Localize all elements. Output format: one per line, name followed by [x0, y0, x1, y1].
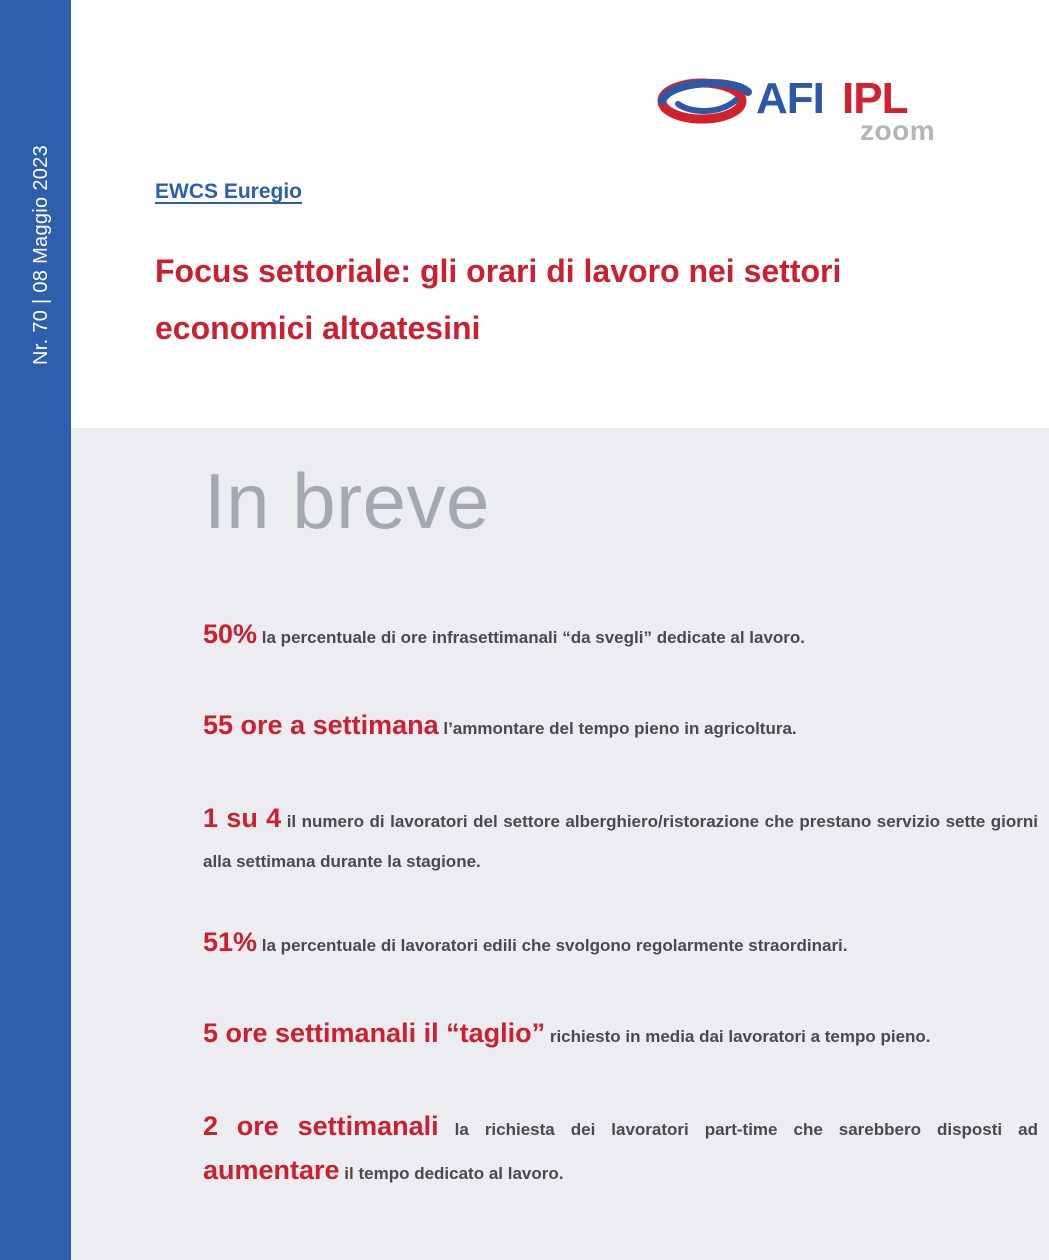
summary-heading: In breve: [204, 457, 490, 545]
logo-text-afi: AFI: [756, 74, 824, 123]
fact-item: [203, 1106, 1038, 1194]
fact-highlight: 51%: [203, 927, 258, 957]
fact-item: [203, 922, 1038, 966]
fact-highlight: 5 ore settimanali il “taglio”: [203, 1018, 546, 1048]
fact-text: la percentuale di ore infrasettimanali “da svegli” dedicate al lavoro.: [261, 628, 806, 647]
page-title: Focus settoriale: gli orari di lavoro nei settori economici altoatesini: [155, 253, 842, 346]
fact-highlight: 1 su 4: [203, 803, 282, 833]
afi-ipl-logo: [656, 70, 956, 150]
fact-highlight-secondary: aumentare: [203, 1155, 340, 1185]
fact-text: la richiesta dei lavoratori part-time che sarebbero disposti ad: [454, 1120, 1038, 1139]
fact-item: [203, 614, 1038, 658]
fact-highlight: 2 ore settimanali: [203, 1111, 439, 1141]
fact-text: la percentuale di lavoratori edili che svolgono regolarmente straordinari.: [261, 936, 848, 955]
logo-subtitle: zoom: [860, 115, 936, 146]
sidebar: [0, 0, 71, 1260]
swoosh-logo-icon: [656, 74, 754, 128]
summary-panel: [71, 428, 1049, 1260]
logo-text-ipl: IPL: [842, 74, 908, 123]
fact-text: l’ammontare del tempo pieno in agricoltura.: [443, 719, 797, 738]
fact-item: [203, 1013, 1038, 1057]
fact-text-secondary: il tempo dedicato al lavoro.: [344, 1164, 564, 1183]
issue-label: Nr. 70 | 08 Maggio 2023: [30, 144, 52, 365]
fact-text: il numero di lavoratori del settore alberghiero/ristorazione che prestano servizio sette giorni alla settimana durante la stagione.: [203, 812, 1038, 871]
fact-item: [203, 798, 1038, 882]
fact-text: richiesto in media dai lavoratori a tempo pieno.: [549, 1027, 931, 1046]
fact-highlight: 50%: [203, 619, 258, 649]
fact-highlight: 55 ore a settimana: [203, 710, 439, 740]
section-link[interactable]: EWCS Euregio: [155, 180, 303, 203]
fact-item: [203, 705, 1038, 749]
